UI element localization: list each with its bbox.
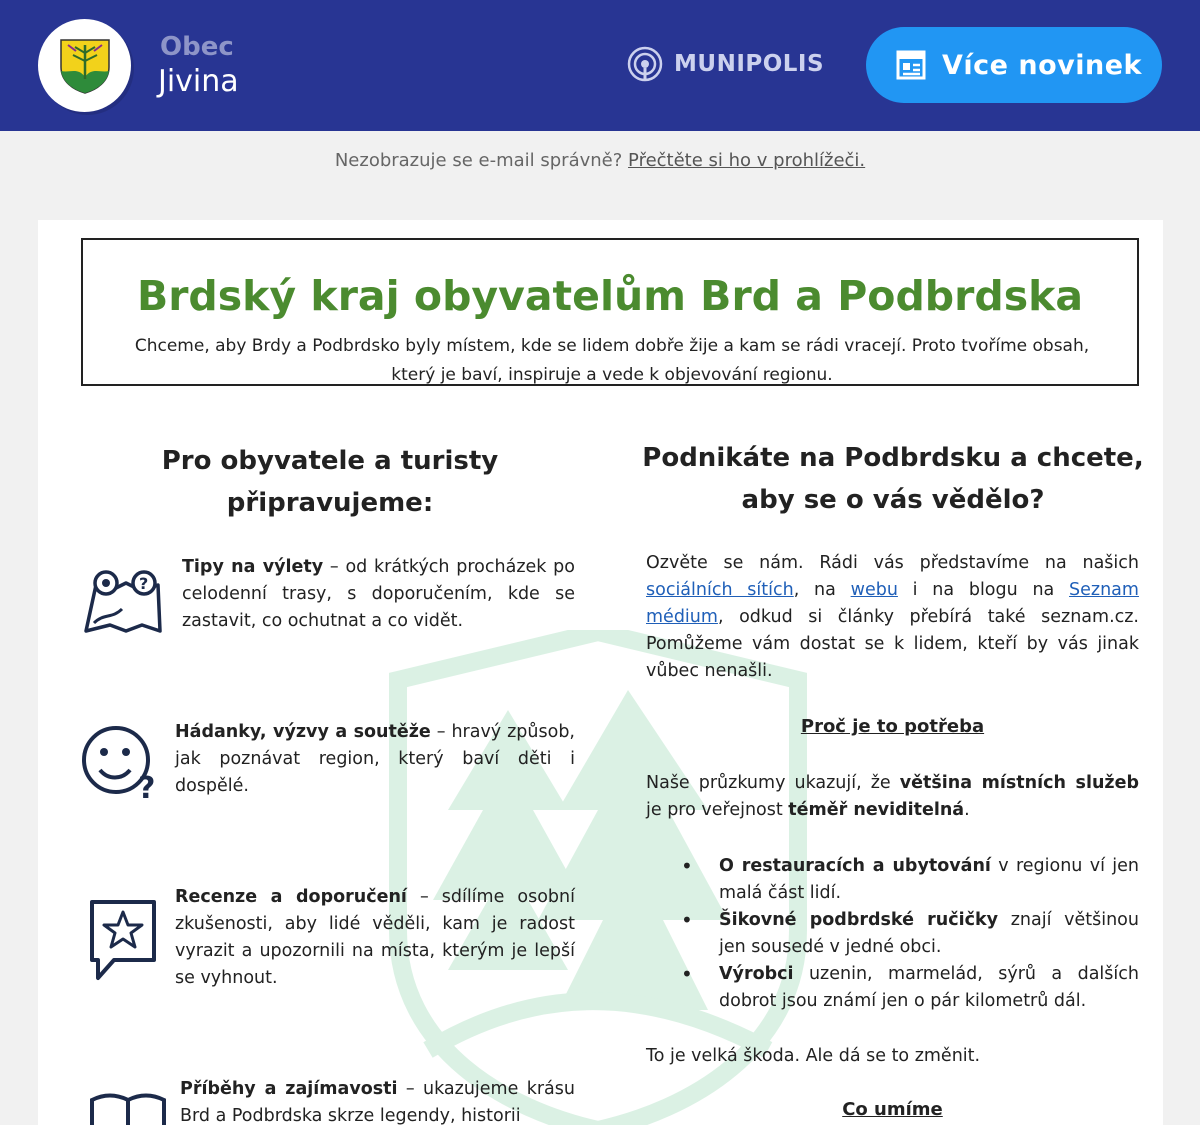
item-body: – hravý způsob, jak poznávat region, který baví děti i dospělé. [175, 722, 575, 796]
why-needed-heading: Proč je to potřeba [800, 716, 985, 737]
right-heading-line-2: aby se o vás vědělo? [741, 485, 1045, 515]
svg-text:?: ? [138, 771, 156, 804]
bullet-title: O restauracích a ubytování [719, 856, 991, 876]
survey-bold-2: téměř neviditelná [788, 800, 965, 820]
survey-text-2: je pro veřejnost [646, 800, 789, 820]
star-review-icon [88, 898, 160, 984]
munipolis-logo-icon [626, 45, 664, 83]
visibility-bullet-list [681, 853, 1139, 1015]
map-pin-icon [82, 565, 164, 637]
seznam-medium-link[interactable]: Seznam médium [646, 580, 1139, 627]
notice-text: Nezobrazuje se e-mail správně? [334, 150, 623, 171]
list-item [175, 884, 575, 992]
more-news-label: Více novinek [942, 49, 1142, 81]
item-title: Příběhy a zajímavosti [180, 1079, 398, 1099]
intro-line-2: který je baví, inspiruje a vede k objevování regionu. [391, 365, 833, 385]
article-intro [103, 332, 1121, 390]
more-news-button[interactable] [866, 27, 1162, 103]
municipality-label: Obec [160, 32, 234, 62]
coat-of-arms-icon [58, 37, 112, 95]
municipality-name: Jivina [158, 64, 239, 99]
right-column-heading [638, 437, 1148, 521]
intro-line-1: Chceme, aby Brdy a Podbrdsko byly místem, kde se lidem dobře žije a kam se rádi vracejí. Proto tvoříme obsah, [134, 336, 1090, 356]
contact-text-1: Ozvěte se nám. Rádi vás představíme na našich [646, 553, 1139, 573]
left-heading-line-2: připravujeme: [226, 488, 434, 518]
munipolis-brand[interactable] [626, 44, 824, 84]
list-item: • O restauracích a ubytování v regionu ví jen malá část lidí. [681, 854, 1139, 903]
bullet-body: uzenin, marmelád, sýrů a dalších dobrot jsou známí jen o pár kilometrů dál. [719, 964, 1139, 1011]
munipolis-wordmark: MUNIPOLIS [674, 51, 825, 77]
item-body: – ukazujeme krásu Brd a Podbrdska skrze legendy, historii [180, 1079, 575, 1125]
item-title: Hádanky, výzvy a soutěže [175, 722, 431, 742]
survey-bold-1: většina místních služeb [899, 773, 1139, 793]
header-bar [0, 0, 1200, 131]
item-body: – sdílíme osobní zkušenosti, aby lidé věděli, kam je radost vyrazit a upozornili na místa, kterým je lepší se vyhnout. [175, 887, 575, 988]
bullet-body: v regionu ví jen malá část lidí. [719, 856, 1139, 903]
contact-text-3: i na blogu na [912, 580, 1055, 600]
right-heading-line-1: Podnikáte na Podbrdsku a chcete, [642, 443, 1144, 473]
left-column-heading [130, 440, 530, 524]
item-title: Recenze a doporučení [175, 887, 407, 907]
closing-paragraph: To je velká škoda. Ale dá se to změnit. [646, 1046, 981, 1066]
item-title: Tipy na výlety [182, 557, 324, 577]
contact-text-4: , odkud si články přebírá také seznam.cz. Pomůžeme vám dostat se k lidem, kteří by vás jinak vůbec nenašli. [646, 607, 1139, 681]
bullet-title: Šikovné podbrdské ručičky [719, 910, 999, 930]
list-item [175, 719, 575, 800]
survey-text-1: Naše průzkumy ukazují, že [646, 773, 900, 793]
contact-text-2: , na [793, 580, 836, 600]
open-book-icon [88, 1092, 168, 1125]
web-link[interactable]: webu [850, 580, 898, 600]
list-item: • Šikovné podbrdské ručičky znají většinou jen sousedé v jedné obci. [681, 908, 1139, 957]
article-title: Brdský kraj obyvatelům Brd a Podbrdska [136, 272, 1084, 320]
social-networks-link[interactable]: sociálních sítích [646, 580, 794, 600]
view-in-browser-link[interactable]: Přečtěte si ho v prohlížeči. [628, 150, 866, 171]
newsletter-card [38, 220, 1163, 1125]
list-item [182, 554, 575, 635]
survey-text-3: . [964, 800, 970, 820]
left-heading-line-1: Pro obyvatele a turisty [161, 446, 499, 476]
contact-paragraph [646, 550, 1139, 685]
list-item [180, 1076, 575, 1125]
smiley-question-icon [80, 722, 162, 804]
survey-paragraph [646, 770, 1139, 824]
newspaper-icon [896, 50, 926, 80]
municipality-logo[interactable] [38, 19, 131, 112]
what-we-do-heading: Co umíme [842, 1099, 943, 1120]
svg-text:?: ? [139, 574, 149, 593]
bullet-title: Výrobci [719, 964, 794, 984]
browser-view-notice [0, 150, 1200, 171]
bullet-body: znají většinou jen sousedé v jedné obci. [719, 910, 1139, 957]
item-body: – od krátkých procházek po celodenní trasy, s doporučením, kde se zastavit, co ochutnat a co vidět. [182, 557, 575, 631]
title-box [81, 238, 1139, 386]
list-item: • Výrobci uzenin, marmelád, sýrů a dalších dobrot jsou známí jen o pár kilometrů dál. [681, 962, 1139, 1011]
